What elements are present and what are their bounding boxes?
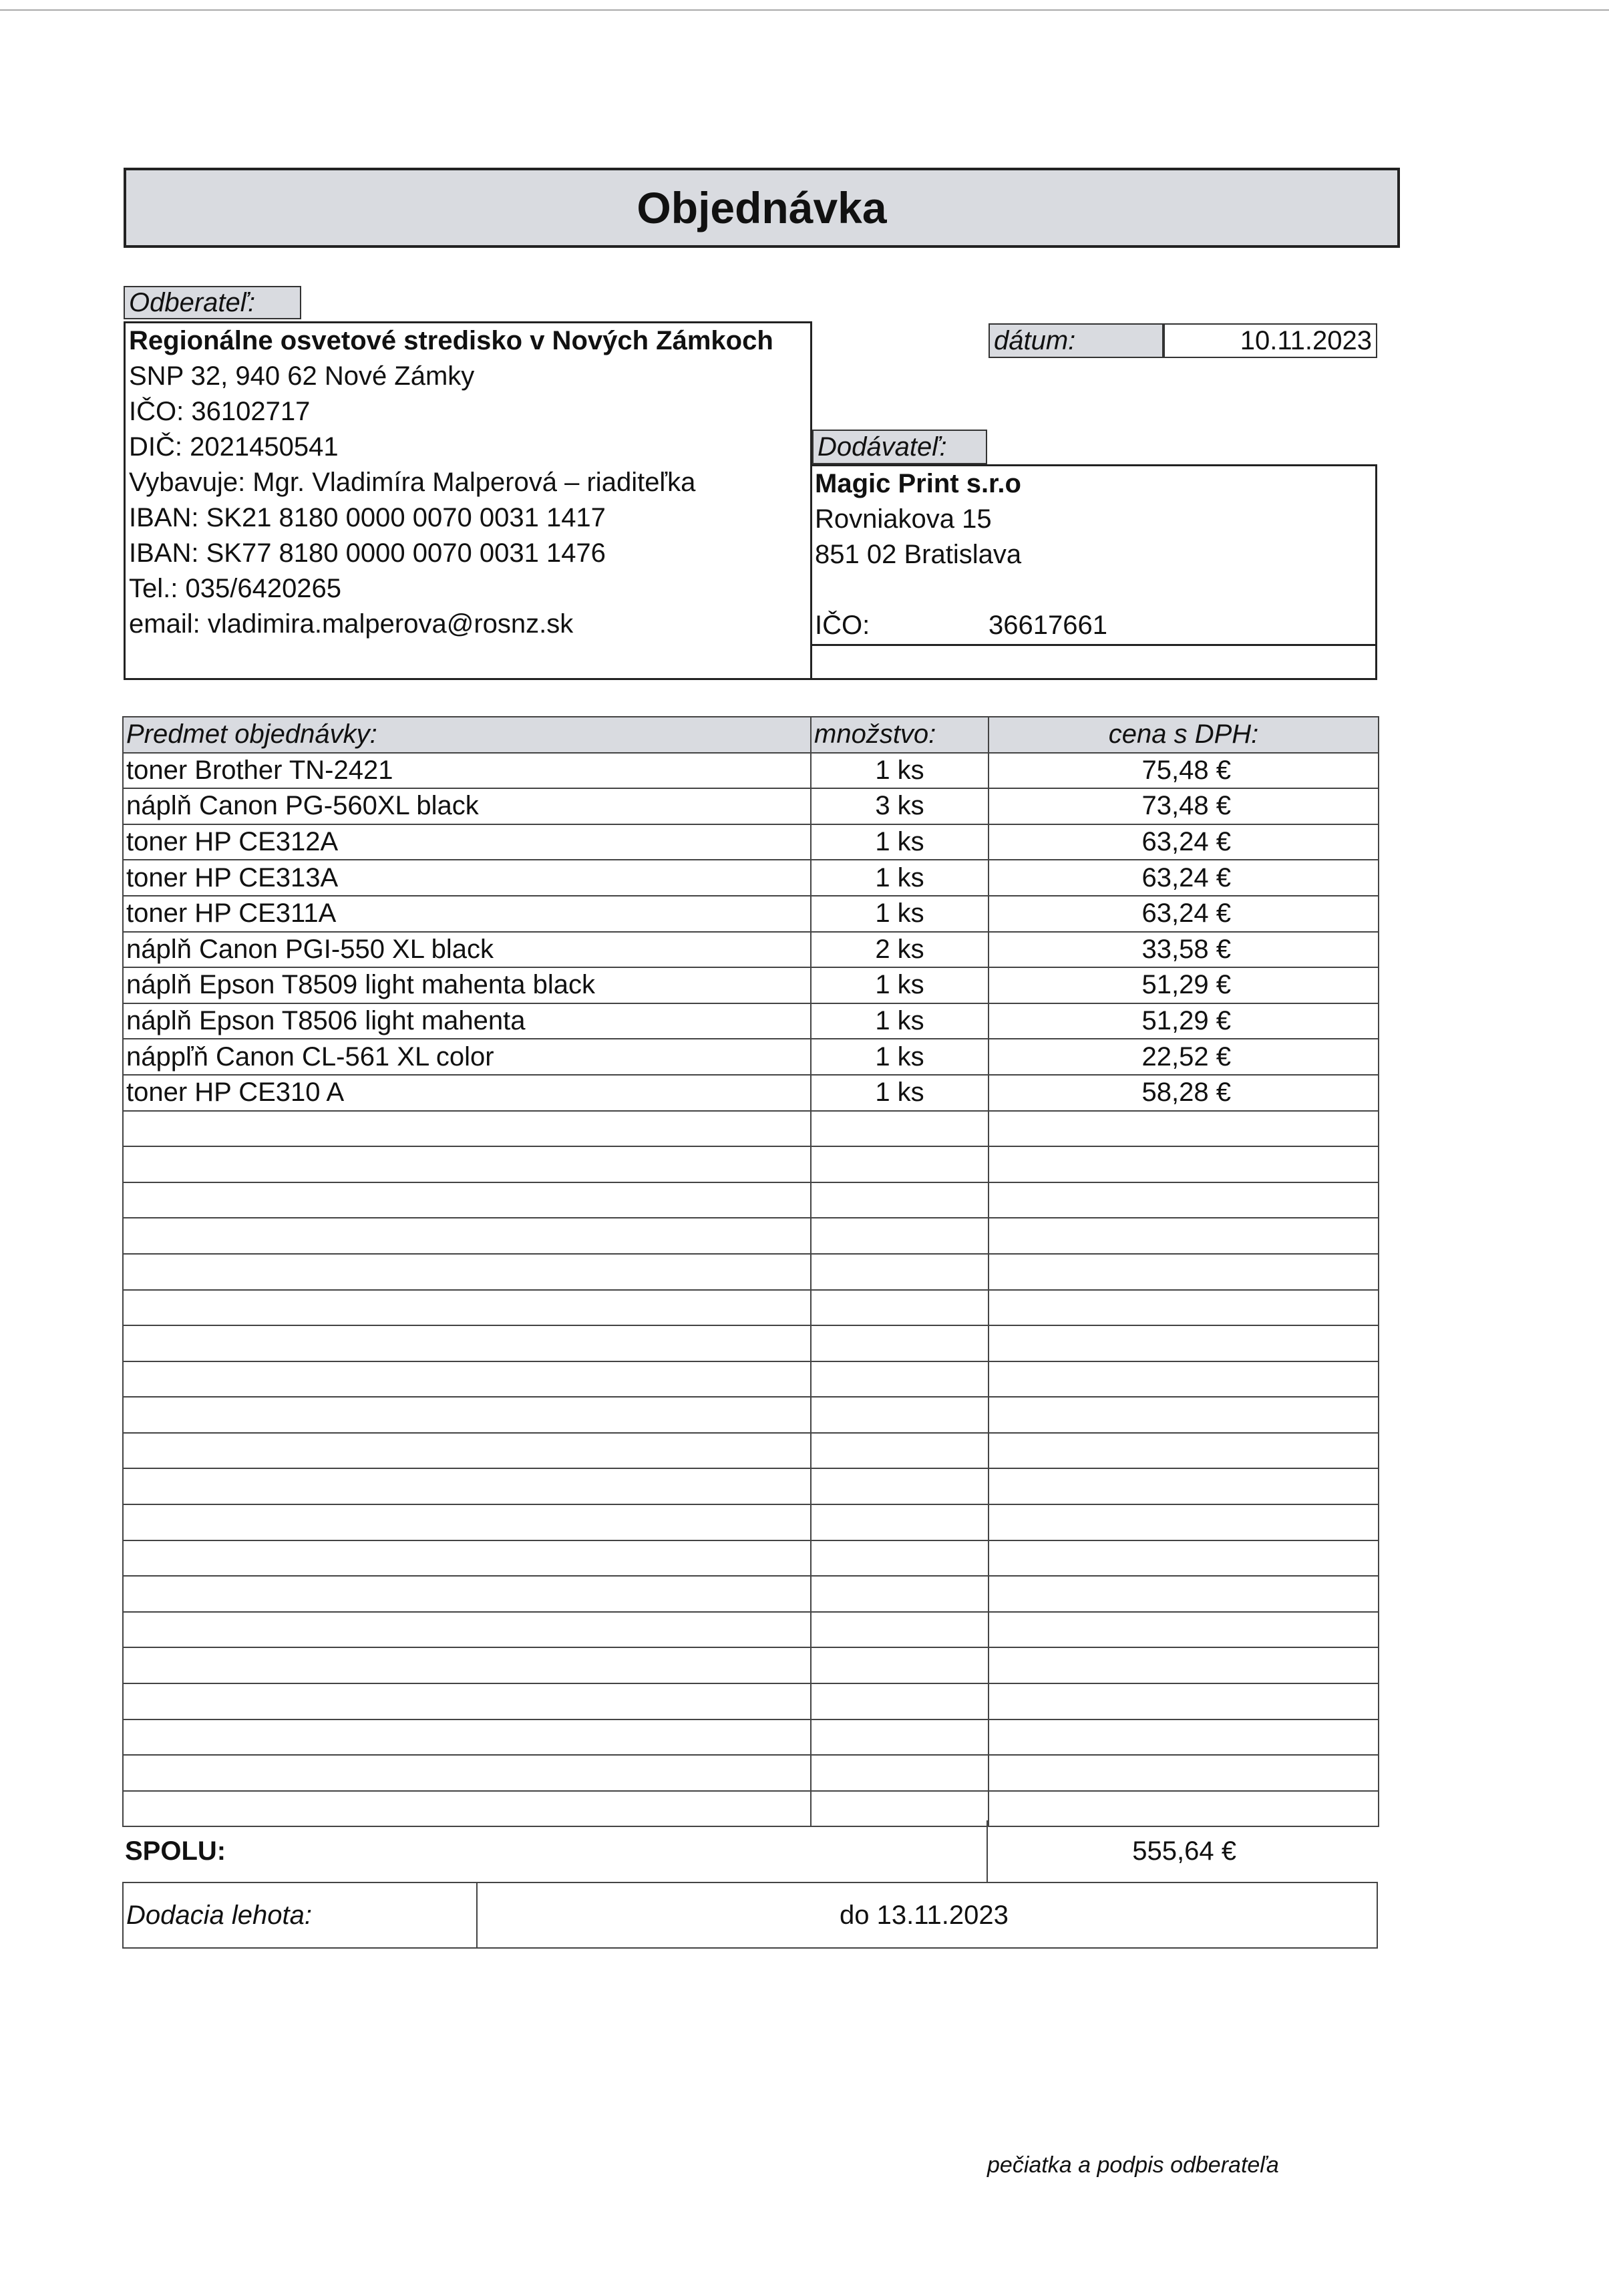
supplier-box-divider bbox=[812, 644, 1375, 646]
quantity-cell bbox=[811, 1218, 989, 1254]
quantity-cell bbox=[811, 1468, 989, 1504]
customer-line: IČO: 36102717 bbox=[129, 397, 311, 426]
quantity-cell: 1 ks bbox=[811, 967, 989, 1003]
item-cell: náplň Canon PG-560XL black bbox=[123, 788, 811, 824]
item-cell: toner Brother TN-2421 bbox=[123, 753, 811, 789]
delivery-label: Dodacia lehota: bbox=[126, 1900, 312, 1930]
quantity-cell bbox=[811, 1290, 989, 1326]
item-cell bbox=[123, 1111, 811, 1147]
table-row bbox=[123, 1146, 1379, 1182]
table-row bbox=[123, 1647, 1379, 1683]
customer-line: IBAN: SK77 8180 0000 0070 0031 1476 bbox=[129, 538, 606, 568]
price-cell bbox=[989, 1361, 1379, 1398]
signature-label: pečiatka a podpis odberateľa bbox=[987, 2152, 1279, 2178]
delivery-divider bbox=[476, 1883, 478, 1947]
header-quantity: množstvo: bbox=[811, 717, 989, 753]
item-cell bbox=[123, 1325, 811, 1361]
customer-line: SNP 32, 940 62 Nové Zámky bbox=[129, 361, 475, 391]
customer-box bbox=[124, 321, 812, 680]
total-row bbox=[122, 1820, 1378, 1882]
price-cell bbox=[989, 1647, 1379, 1683]
table-row bbox=[123, 967, 1379, 1003]
supplier-city: 851 02 Bratislava bbox=[815, 540, 1022, 569]
table-row bbox=[123, 1612, 1379, 1648]
price-cell bbox=[989, 1504, 1379, 1540]
quantity-cell bbox=[811, 1433, 989, 1469]
price-cell bbox=[989, 1468, 1379, 1504]
quantity-cell bbox=[811, 1612, 989, 1648]
price-cell bbox=[989, 1576, 1379, 1612]
price-cell: 73,48 € bbox=[989, 788, 1379, 824]
item-cell: toner HP CE313A bbox=[123, 860, 811, 896]
price-cell: 22,52 € bbox=[989, 1039, 1379, 1075]
quantity-cell bbox=[811, 1755, 989, 1791]
item-cell: toner HP CE310 A bbox=[123, 1075, 811, 1111]
supplier-box bbox=[810, 464, 1377, 680]
price-cell: 63,24 € bbox=[989, 824, 1379, 860]
table-row bbox=[123, 1576, 1379, 1612]
table-row bbox=[123, 860, 1379, 896]
table-row bbox=[123, 1003, 1379, 1039]
table-row bbox=[123, 788, 1379, 824]
quantity-cell: 3 ks bbox=[811, 788, 989, 824]
item-cell bbox=[123, 1468, 811, 1504]
item-cell bbox=[123, 1433, 811, 1469]
price-cell bbox=[989, 1290, 1379, 1326]
table-row bbox=[123, 1683, 1379, 1719]
quantity-cell: 1 ks bbox=[811, 1075, 989, 1111]
quantity-cell: 1 ks bbox=[811, 824, 989, 860]
item-cell bbox=[123, 1397, 811, 1433]
item-cell bbox=[123, 1612, 811, 1648]
table-row bbox=[123, 824, 1379, 860]
price-cell: 58,28 € bbox=[989, 1075, 1379, 1111]
customer-label: Odberateľ: bbox=[124, 286, 301, 319]
item-cell bbox=[123, 1290, 811, 1326]
table-row bbox=[123, 1755, 1379, 1791]
supplier-ico-label: IČO: bbox=[815, 611, 870, 640]
customer-line: DIČ: 2021450541 bbox=[129, 432, 339, 462]
price-cell: 75,48 € bbox=[989, 753, 1379, 789]
item-cell bbox=[123, 1540, 811, 1577]
header-price: cena s DPH: bbox=[989, 717, 1379, 753]
quantity-cell bbox=[811, 1325, 989, 1361]
item-cell bbox=[123, 1146, 811, 1182]
quantity-cell bbox=[811, 1504, 989, 1540]
customer-line: IBAN: SK21 8180 0000 0070 0031 1417 bbox=[129, 503, 606, 532]
quantity-cell: 2 ks bbox=[811, 932, 989, 968]
total-value: 555,64 € bbox=[1132, 1836, 1236, 1866]
quantity-cell: 1 ks bbox=[811, 860, 989, 896]
price-cell bbox=[989, 1397, 1379, 1433]
item-cell bbox=[123, 1218, 811, 1254]
price-cell bbox=[989, 1325, 1379, 1361]
table-row bbox=[123, 1504, 1379, 1540]
date-label: dátum: bbox=[989, 323, 1164, 358]
price-cell bbox=[989, 1683, 1379, 1719]
table-row bbox=[123, 932, 1379, 968]
delivery-row bbox=[122, 1882, 1378, 1949]
price-cell bbox=[989, 1182, 1379, 1218]
supplier-street: Rovniakova 15 bbox=[815, 504, 992, 534]
quantity-cell bbox=[811, 1397, 989, 1433]
items-header-row bbox=[123, 717, 1379, 753]
table-row bbox=[123, 1540, 1379, 1577]
document-title: Objednávka bbox=[637, 183, 887, 232]
table-row bbox=[123, 1361, 1379, 1398]
header-item: Predmet objednávky: bbox=[123, 717, 811, 753]
price-cell: 33,58 € bbox=[989, 932, 1379, 968]
quantity-cell: 1 ks bbox=[811, 1039, 989, 1075]
item-cell: náplň Epson T8509 light mahenta black bbox=[123, 967, 811, 1003]
item-cell: náplň Canon PGI-550 XL black bbox=[123, 932, 811, 968]
total-divider bbox=[987, 1820, 988, 1882]
title-box bbox=[124, 168, 1400, 248]
quantity-cell bbox=[811, 1540, 989, 1577]
price-cell bbox=[989, 1612, 1379, 1648]
table-row bbox=[123, 1075, 1379, 1111]
item-cell bbox=[123, 1683, 811, 1719]
quantity-cell: 1 ks bbox=[811, 753, 989, 789]
table-row bbox=[123, 1290, 1379, 1326]
quantity-cell bbox=[811, 1683, 989, 1719]
price-cell: 51,29 € bbox=[989, 967, 1379, 1003]
quantity-cell: 1 ks bbox=[811, 896, 989, 932]
table-row bbox=[123, 1433, 1379, 1469]
price-cell bbox=[989, 1540, 1379, 1577]
quantity-cell bbox=[811, 1576, 989, 1612]
quantity-cell bbox=[811, 1111, 989, 1147]
customer-line: Tel.: 035/6420265 bbox=[129, 574, 342, 603]
items-table bbox=[122, 716, 1379, 1827]
quantity-cell bbox=[811, 1647, 989, 1683]
item-cell bbox=[123, 1182, 811, 1218]
quantity-cell bbox=[811, 1146, 989, 1182]
price-cell bbox=[989, 1254, 1379, 1290]
table-row bbox=[123, 1182, 1379, 1218]
price-cell bbox=[989, 1146, 1379, 1182]
table-row bbox=[123, 1254, 1379, 1290]
customer-line: Vybavuje: Mgr. Vladimíra Malperová – riaditeľka bbox=[129, 468, 696, 497]
item-cell: náplň Epson T8506 light mahenta bbox=[123, 1003, 811, 1039]
quantity-cell: 1 ks bbox=[811, 1003, 989, 1039]
item-cell: náppľň Canon CL-561 XL color bbox=[123, 1039, 811, 1075]
item-cell: toner HP CE312A bbox=[123, 824, 811, 860]
item-cell: toner HP CE311A bbox=[123, 896, 811, 932]
price-cell bbox=[989, 1111, 1379, 1147]
item-cell bbox=[123, 1719, 811, 1756]
scan-top-rule bbox=[0, 9, 1609, 11]
price-cell bbox=[989, 1719, 1379, 1756]
item-cell bbox=[123, 1576, 811, 1612]
price-cell: 63,24 € bbox=[989, 860, 1379, 896]
item-cell bbox=[123, 1254, 811, 1290]
quantity-cell bbox=[811, 1719, 989, 1756]
item-cell bbox=[123, 1755, 811, 1791]
price-cell bbox=[989, 1755, 1379, 1791]
table-row bbox=[123, 1039, 1379, 1075]
item-cell bbox=[123, 1647, 811, 1683]
customer-name: Regionálne osvetové stredisko v Nových Zámkoch bbox=[129, 326, 773, 355]
table-row bbox=[123, 1218, 1379, 1254]
price-cell bbox=[989, 1433, 1379, 1469]
quantity-cell bbox=[811, 1182, 989, 1218]
date-value: 10.11.2023 bbox=[1240, 326, 1372, 355]
item-cell bbox=[123, 1361, 811, 1398]
supplier-ico-value: 36617661 bbox=[989, 611, 1107, 640]
table-row bbox=[123, 1719, 1379, 1756]
customer-line: email: vladimira.malperova@rosnz.sk bbox=[129, 609, 574, 639]
table-row bbox=[123, 1468, 1379, 1504]
table-row bbox=[123, 753, 1379, 789]
quantity-cell bbox=[811, 1361, 989, 1398]
table-row bbox=[123, 1397, 1379, 1433]
date-value-box bbox=[1164, 323, 1377, 358]
supplier-name: Magic Print s.r.o bbox=[815, 469, 1021, 498]
price-cell bbox=[989, 1218, 1379, 1254]
quantity-cell bbox=[811, 1254, 989, 1290]
item-cell bbox=[123, 1504, 811, 1540]
price-cell: 63,24 € bbox=[989, 896, 1379, 932]
delivery-value: do 13.11.2023 bbox=[840, 1900, 1009, 1930]
supplier-label: Dodávateľ: bbox=[812, 430, 987, 464]
total-label: SPOLU: bbox=[125, 1836, 226, 1866]
table-row bbox=[123, 896, 1379, 932]
price-cell: 51,29 € bbox=[989, 1003, 1379, 1039]
table-row bbox=[123, 1111, 1379, 1147]
table-row bbox=[123, 1325, 1379, 1361]
